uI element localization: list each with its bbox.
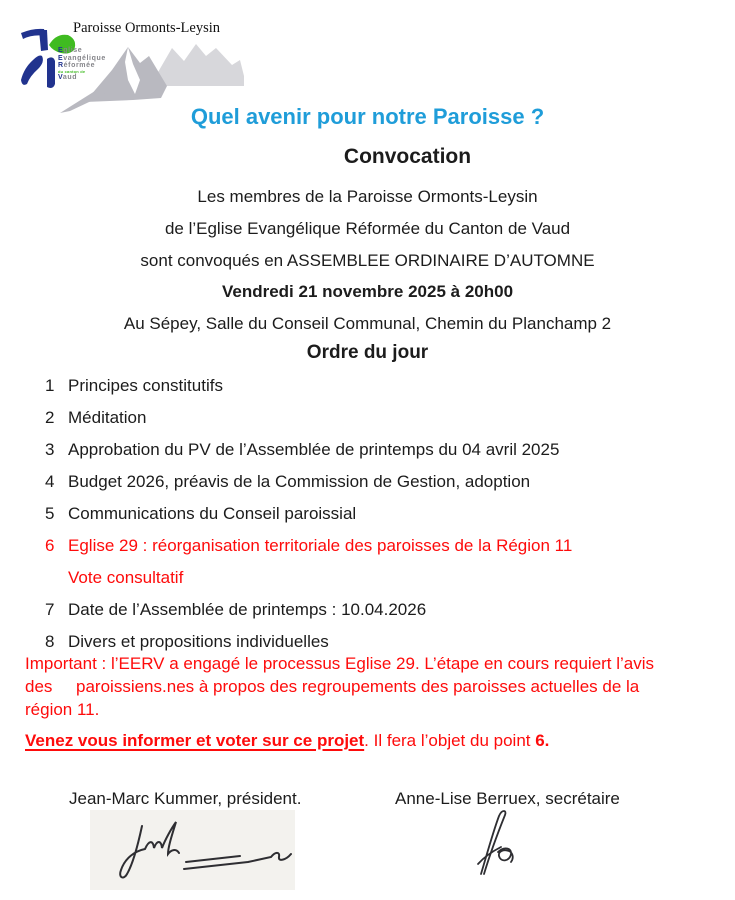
agenda-item-text: Date de l’Assemblée de printemps : 10.04.2026	[68, 600, 427, 619]
agenda-item-text: Principes constitutifs	[68, 376, 223, 395]
call-to-action-bold: Venez vous informer et voter sur ce projet	[25, 731, 365, 750]
parish-logo	[15, 18, 250, 118]
agenda-item-6-subline	[0, 568, 735, 588]
logo-mark-stem-top-icon	[39, 30, 48, 51]
agenda-title: Ordre du jour	[306, 342, 429, 363]
agenda-item-number: 5	[45, 504, 55, 523]
agenda-item-number: 4	[45, 472, 55, 491]
eerv-line	[58, 47, 106, 55]
agenda-item-6	[0, 536, 735, 556]
important-notice	[25, 652, 720, 721]
agenda-item-7	[0, 600, 735, 620]
eerv-rest: du canton de	[58, 68, 86, 74]
eerv-rest: aud	[62, 74, 78, 82]
call-to-action-mid: . Il fera l’objet du point	[364, 731, 536, 750]
agenda-item-number: 1	[45, 376, 55, 395]
secretary-signature	[468, 806, 543, 886]
intro-line-assembly: sont convoqués en ASSEMBLEE ORDINAIRE D’AUTOMNE	[140, 251, 595, 270]
agenda-item-text: Approbation du PV de l’Assemblée de printemps du 04 avril 2025	[68, 440, 560, 459]
agenda-item-number: 3	[45, 440, 55, 459]
eerv-line	[58, 74, 106, 82]
logo-mark-comma-icon	[21, 56, 43, 85]
eerv-rest: vangélique	[63, 54, 106, 62]
agenda-item-text: Vote consultatif	[68, 568, 184, 587]
agenda-item-number: 8	[45, 632, 55, 651]
eerv-initial: R	[58, 62, 64, 70]
agenda-list	[0, 376, 735, 664]
president-signature-icon	[90, 810, 295, 890]
notice-line-3: région 11.	[25, 700, 100, 719]
mountain-back-icon	[150, 44, 244, 86]
agenda-item-number	[45, 568, 68, 588]
logo-mark-stem-bottom-icon	[47, 57, 55, 88]
agenda-item-text: Méditation	[68, 408, 147, 427]
eerv-initial: E	[58, 54, 64, 62]
meeting-date: Vendredi 21 novembre 2025 à 20h00	[221, 282, 514, 301]
eerv-initial: V	[58, 74, 63, 82]
agenda-item-number: 6	[45, 536, 55, 555]
agenda-item-number: 2	[45, 408, 55, 427]
president-signature	[90, 810, 295, 890]
page-title: Convocation	[343, 145, 472, 168]
agenda-item-number: 7	[45, 600, 55, 619]
agenda-item-2	[0, 408, 735, 428]
intro-line-members: Les membres de la Paroisse Ormonts-Leysin	[197, 187, 538, 206]
secretary-signature-icon	[468, 806, 543, 886]
agenda-item-4	[0, 472, 735, 492]
notice-line-2: des paroissiens.nes à propos des regroupements des paroisses actuelles de la	[25, 677, 640, 696]
eerv-rest: éformée	[63, 62, 96, 70]
president-name: Jean-Marc Kummer, président.	[69, 789, 302, 808]
notice-line-1: Important : l’EERV a engagé le processus Eglise 29. L’étape en cours requiert l’avis	[25, 654, 655, 673]
agenda-item-text: Budget 2026, préavis de la Commission de Gestion, adoption	[68, 472, 531, 491]
call-to-action	[25, 731, 725, 751]
agenda-item-text: Eglise 29 : réorganisation territoriale des paroisses de la Région 11	[68, 536, 573, 555]
intro-line-church: de l’Eglise Evangélique Réformée du Canton de Vaud	[164, 219, 571, 238]
call-to-action-point: 6.	[535, 731, 550, 750]
eerv-rest: glise	[63, 47, 83, 54]
logo-parish-name: Paroisse Ormonts-Leysin	[73, 20, 220, 36]
eerv-initial: E	[58, 47, 64, 54]
meeting-location: Au Sépey, Salle du Conseil Communal, Chemin du Planchamp 2	[123, 314, 612, 333]
agenda-item-text: Communications du Conseil paroissial	[68, 504, 357, 523]
agenda-item-8	[0, 632, 735, 652]
eerv-wordmark	[58, 47, 106, 82]
agenda-item-5	[0, 504, 735, 524]
agenda-item-text: Divers et propositions individuelles	[68, 632, 329, 651]
agenda-item-3	[0, 440, 735, 460]
question-heading: Quel avenir pour notre Paroisse ?	[190, 104, 545, 129]
secretary-name: Anne-Lise Berruex, secrétaire	[395, 789, 620, 808]
eerv-line	[58, 55, 106, 63]
agenda-item-1	[0, 376, 735, 396]
